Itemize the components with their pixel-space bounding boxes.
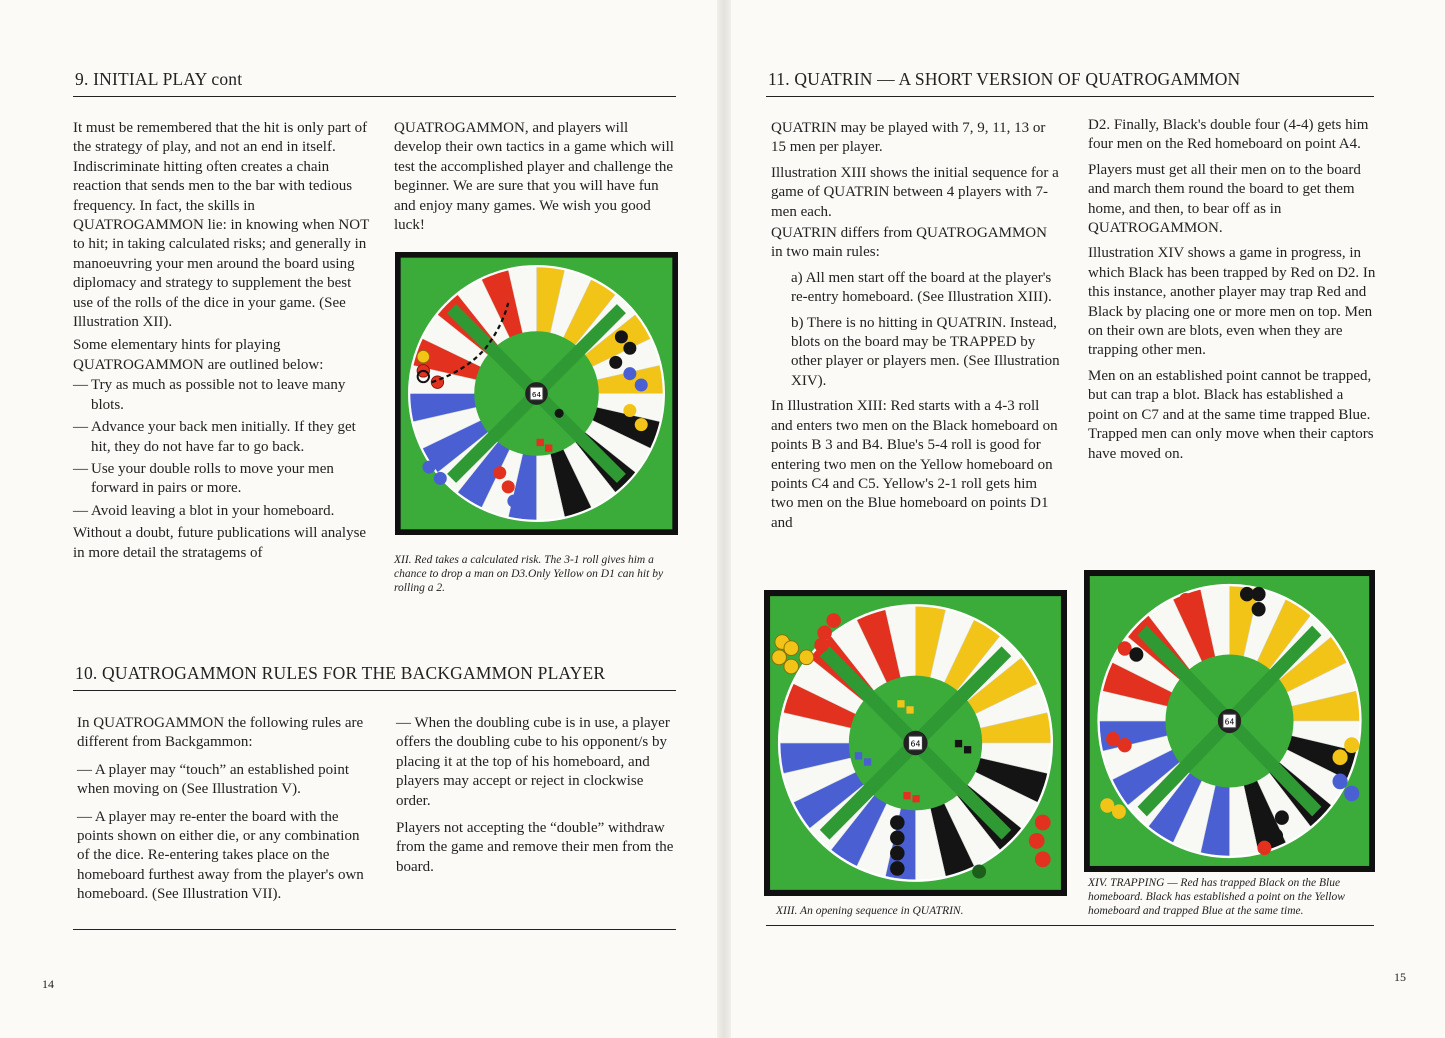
board-svg (395, 252, 678, 535)
section-10-para: — When the doubling cube is in use, a player offers the doubling cube to his opponent/s by placing it at the top of his homeboard, and players may accept or reject in clockwise order. (396, 715, 670, 809)
checker-yellow (799, 650, 814, 665)
section-10-para: — A player may re-enter the board with the points shown on either die, or any combination of the dice. Re-entering takes place on the homeboard furthest away from the player's own homeboard. (See Illustration VII). (77, 808, 364, 903)
checker-blue (635, 379, 648, 392)
quatrin-para: QUATRIN may be played with 7, 9, 11, 13 or 15 men per player. (771, 120, 1046, 156)
red-die (912, 795, 919, 802)
checker-yellow (623, 404, 636, 417)
yellow-die (897, 700, 904, 707)
section-10-column-1 (77, 714, 364, 909)
hint-dash: — (73, 460, 88, 477)
red-die (537, 439, 544, 446)
section-10-para: Players not accepting the “double” withdraw from the game and remove their men from the board. (396, 820, 674, 875)
checker-red (1035, 815, 1051, 831)
checker-yellow (772, 650, 787, 665)
checker-yellow (1344, 737, 1359, 753)
hint-text: Advance your back men initially. If they get hit, they do not have far to go back. (91, 419, 356, 455)
center-doubling-cube-label: 64 (910, 739, 921, 749)
hint-item (73, 460, 373, 499)
black-die (964, 746, 971, 753)
quatrin-para: Players must get all their men on to the board and march them round the board to get them home, and then, to bear off as in QUATROGAMMON. (1088, 161, 1361, 237)
yellow-die (906, 706, 913, 713)
illustration-xii-board (395, 252, 678, 535)
illustration-xiii-board (764, 590, 1067, 896)
checker-black (890, 846, 905, 861)
section-9-column-1 (73, 119, 373, 567)
hint-dash: — (73, 502, 88, 519)
hint-dash: — (73, 419, 88, 436)
quatrin-para: Men on an established point cannot be trapped, but can trap a blot. Black has established a point on C7 and at the same time trapped Blue. Trapped men can only move when their captors have moved on. (1088, 367, 1374, 462)
quatrin-rule-a: a) All men start off the board at the player's re-entry homeboard. (See Illustration XIII). (791, 269, 1052, 306)
board-svg (764, 590, 1067, 896)
checker-blue (507, 495, 520, 508)
checker-black (890, 861, 905, 876)
quatrin-para: QUATRIN differs from QUATROGAMMON in two main rules: (771, 225, 1047, 261)
page-gutter (717, 0, 731, 1038)
section-9-heading: 9. INITIAL PLAY cont (75, 69, 243, 89)
section-10-column-2 (396, 714, 681, 881)
section-9-intro: It must be remembered that the hit is only part of the strategy of play, and not an end in itself. Indiscriminate hitting often creates a chain reaction that sends men to the bar with tedious frequency. In fact, the skills in QUATROGAMMON lie: in knowing when NOT to hit; in taking calculated risks; and generally in manoeuvring your men around the board using diplomacy and strategy to supplement the best use of the rolls of the dice in your game. (See Illustration XII). (73, 120, 369, 331)
checker-black (615, 330, 628, 343)
section-11-heading: 11. QUATRIN — A SHORT VERSION OF QUATROGAMMON (768, 69, 1241, 89)
checker-yellow (635, 418, 648, 431)
illustration-xiv-board (1084, 570, 1375, 872)
hint-item (73, 376, 373, 415)
checker-red (826, 613, 841, 628)
checker-blue (1333, 774, 1348, 790)
checker-red (1029, 833, 1045, 849)
checker-red (502, 480, 515, 493)
quatrin-para: Illustration XIII shows the initial sequence for a game of QUATRIN between 4 players with 7-men each. (771, 164, 1059, 220)
page-number-left: 14 (42, 977, 54, 991)
checker-black (1129, 647, 1143, 661)
checker-yellow (1333, 749, 1348, 765)
checker-yellow (417, 350, 429, 362)
checker-green (972, 864, 986, 878)
section-9-column-2: QUATROGAMMON, and players will develop their own tactics in a game which will test the accomplished player and challenge the beginner. We are sure that you will have fun and enjoy many games. We wish you good luck! (394, 120, 674, 234)
center-doubling-cube-label: 64 (531, 389, 542, 399)
checker-yellow (1112, 804, 1126, 818)
quatrin-para: D2. Finally, Black's double four (4-4) gets him four men on the Red homeboard on point A4. (1088, 117, 1369, 153)
checker-red (1191, 620, 1205, 634)
checker-black (1252, 587, 1266, 601)
caption-xii: XII. Red takes a calculated risk. The 3-1 roll gives him a chance to drop a man on D3.Only Yellow on D1 can hit by rolling a 2. (394, 554, 664, 594)
checker-black (890, 815, 905, 830)
quatrin-para: In Illustration XIII: Red starts with a 4-3 roll and enters two men on the Black homeboard on points B 3 and B4. Blue's 5-4 roll is good for entering two men on the Yellow homeboard on points C4 and C5. Yellow's 2-1 roll gets him two men on the Blue homeboard on points D1 and (771, 398, 1058, 531)
checker-black (623, 342, 636, 355)
checker-blue (422, 461, 435, 474)
center-doubling-cube-label: 64 (1224, 717, 1235, 727)
black-die (955, 740, 962, 747)
red-die (545, 444, 552, 451)
section-11-column-2 (1088, 116, 1376, 468)
checker-yellow (784, 659, 799, 674)
checker-blue (623, 367, 636, 380)
section-10-heading: 10. QUATROGAMMON RULES FOR THE BACKGAMMON PLAYER (75, 663, 606, 683)
checker-black (890, 831, 905, 846)
section-9-closing: Without a doubt, future publications will analyse in more detail the stratagems of (73, 525, 367, 561)
hint-item (73, 502, 373, 521)
checker-red (817, 625, 832, 640)
right-page-bottom-rule (766, 925, 1374, 926)
checker-black (1252, 602, 1266, 616)
quatrin-rule-b: b) There is no hitting in QUATRIN. Instead, blots on the board may be TRAPPED by other player or players men. (See Illustration XIV). (791, 314, 1060, 389)
hints-intro: Some elementary hints for playing QUATROGAMMON are outlined below: (73, 337, 324, 373)
checker-red (1257, 841, 1271, 855)
blue-die (864, 758, 871, 765)
checker-red (493, 466, 506, 479)
hint-text: Use your double rolls to move your men forward in pairs or more. (91, 460, 334, 497)
board-svg (1084, 570, 1375, 872)
hint-dash: — (73, 377, 88, 394)
hint-text: Avoid leaving a blot in your homeboard. (91, 502, 335, 519)
checker-red (1118, 738, 1132, 752)
checker-red (814, 638, 829, 653)
hint-text: Try as much as possible not to leave many blots. (91, 377, 346, 413)
checker-black (555, 409, 564, 418)
checker-black (609, 356, 622, 369)
section-10-rule (73, 690, 676, 691)
checker-black (1275, 810, 1289, 824)
checker-blue (434, 472, 447, 485)
caption-xiv: XIV. TRAPPING — Red has trapped Black on the Blue homeboard. Black has established a point on the Yellow homeboard and trapped Blue at the same time. (1088, 877, 1345, 917)
quatrin-para: Illustration XIV shows a game in progress, in which Black has been trapped by Red on D2. In this instance, another player may trap Red and Black by placing one or more men on top. Men on their own are blots, even when they are trapping other men. (1088, 245, 1376, 359)
section-10-para: — A player may “touch” an established point when moving on (See Illustration V). (77, 761, 350, 798)
red-die (903, 792, 910, 799)
blue-die (855, 752, 862, 759)
section-10-para: In QUATROGAMMON the following rules are different from Backgammon: (77, 715, 364, 751)
section-11-column-1 (771, 119, 1061, 537)
checker-yellow (784, 641, 799, 656)
caption-xiii: XIII. An opening sequence in QUATRIN. (776, 905, 964, 917)
left-page-bottom-rule (73, 929, 676, 930)
checker-red (1035, 851, 1051, 867)
checker-blue (1344, 786, 1359, 802)
checker-black (1269, 829, 1283, 843)
hint-item (73, 418, 373, 457)
page-number-right: 15 (1394, 970, 1406, 984)
section-11-rule (766, 96, 1374, 97)
checker-red (1179, 593, 1193, 607)
section-9-rule (73, 96, 676, 97)
